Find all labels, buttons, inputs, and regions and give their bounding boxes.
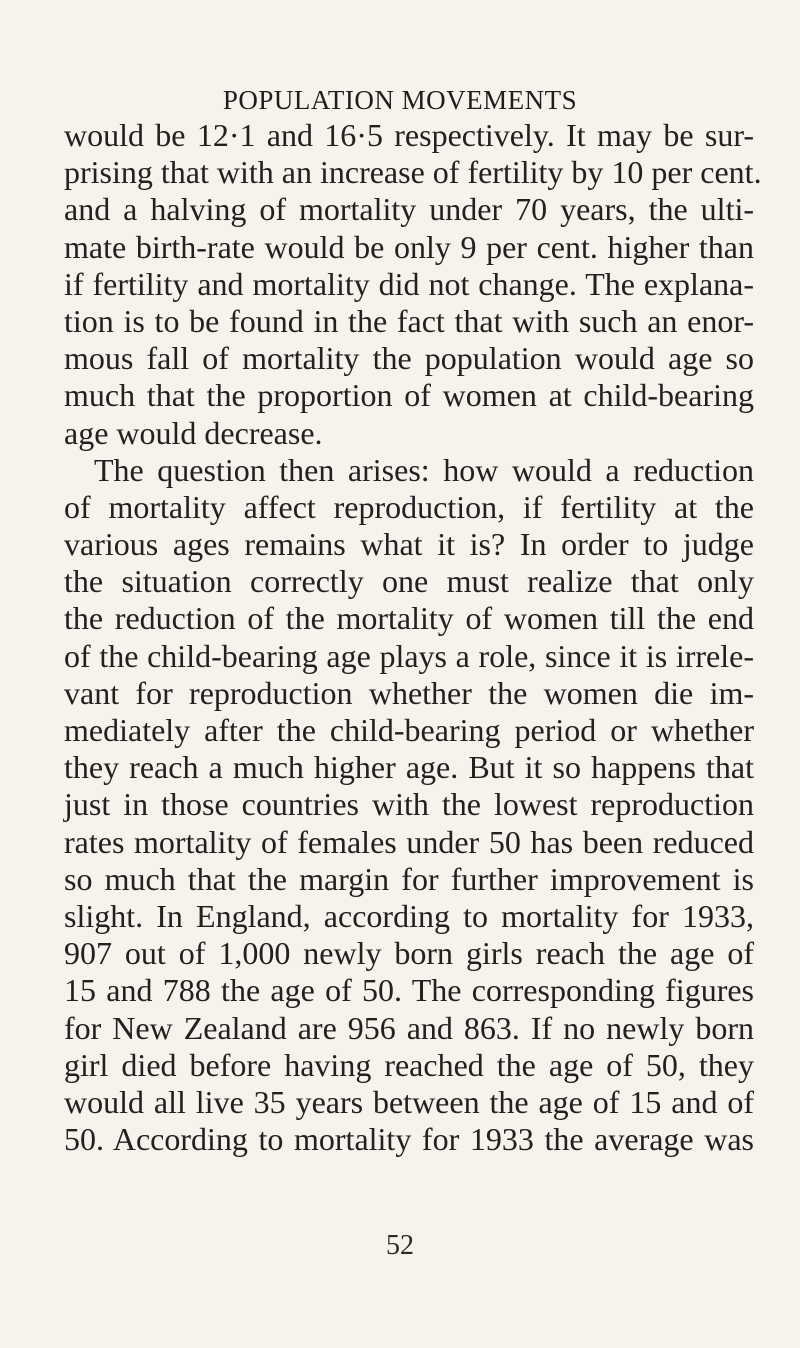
text-line: if fertility and mortality did not change. The explana- — [64, 265, 754, 302]
text-line: prising that with an increase of fertility by 10 per cent. — [64, 154, 762, 191]
text-line: vant for reproduction whether the women die im- — [64, 674, 754, 711]
running-head: POPULATION MOVEMENTS — [222, 85, 578, 115]
text-line: and a halving of mortality under 70 years, the ulti- — [64, 191, 754, 228]
text-line: for New Zealand are 956 and 863. If no newly born — [64, 1009, 754, 1046]
paragraph-end-line: age would decrease. — [64, 414, 323, 451]
text-line: the reduction of the mortality of women till the end — [64, 600, 754, 637]
text-line: mous fall of mortality the population would age so — [64, 340, 754, 377]
text-line: tion is to be found in the fact that with such an enor- — [64, 302, 754, 339]
page-number: 52 — [386, 1230, 414, 1261]
paragraph-start-line: The question then arises: how would a reduction — [94, 451, 754, 488]
text-line: of mortality affect reproduction, if fertility at the — [64, 488, 754, 525]
text-line: 907 out of 1,000 newly born girls reach the age of — [64, 935, 754, 972]
text-line: the situation correctly one must realize that only — [64, 563, 754, 600]
text-line: rates mortality of females under 50 has been reduced — [64, 823, 754, 860]
text-line: mate birth-rate would be only 9 per cent. higher than — [64, 228, 754, 265]
text-line: 15 and 788 the age of 50. The corresponding figures — [64, 972, 754, 1009]
text-line: much that the proportion of women at child-bearing — [64, 377, 754, 414]
text-line: various ages remains what it is? In order to judge — [64, 526, 754, 563]
text-line: just in those countries with the lowest reproduction — [64, 786, 754, 823]
text-line: mediately after the child-bearing period or whether — [64, 712, 754, 748]
body-text — [64, 117, 762, 1158]
text-line: girl died before having reached the age of 50, they — [64, 1046, 754, 1083]
text-line: would be 12·1 and 16·5 respectively. It may be sur- — [64, 117, 754, 153]
text-line: so much that the margin for further improvement is — [64, 860, 754, 897]
text-line: 50. According to mortality for 1933 the average was — [64, 1121, 754, 1158]
text-line: slight. In England, according to mortality for 1933, — [64, 897, 754, 934]
text-line: of the child-bearing age plays a role, since it is irrele- — [64, 637, 754, 674]
text-line: would all live 35 years between the age of 15 and of — [64, 1083, 754, 1120]
text-line: they reach a much higher age. But it so happens that — [64, 749, 754, 786]
